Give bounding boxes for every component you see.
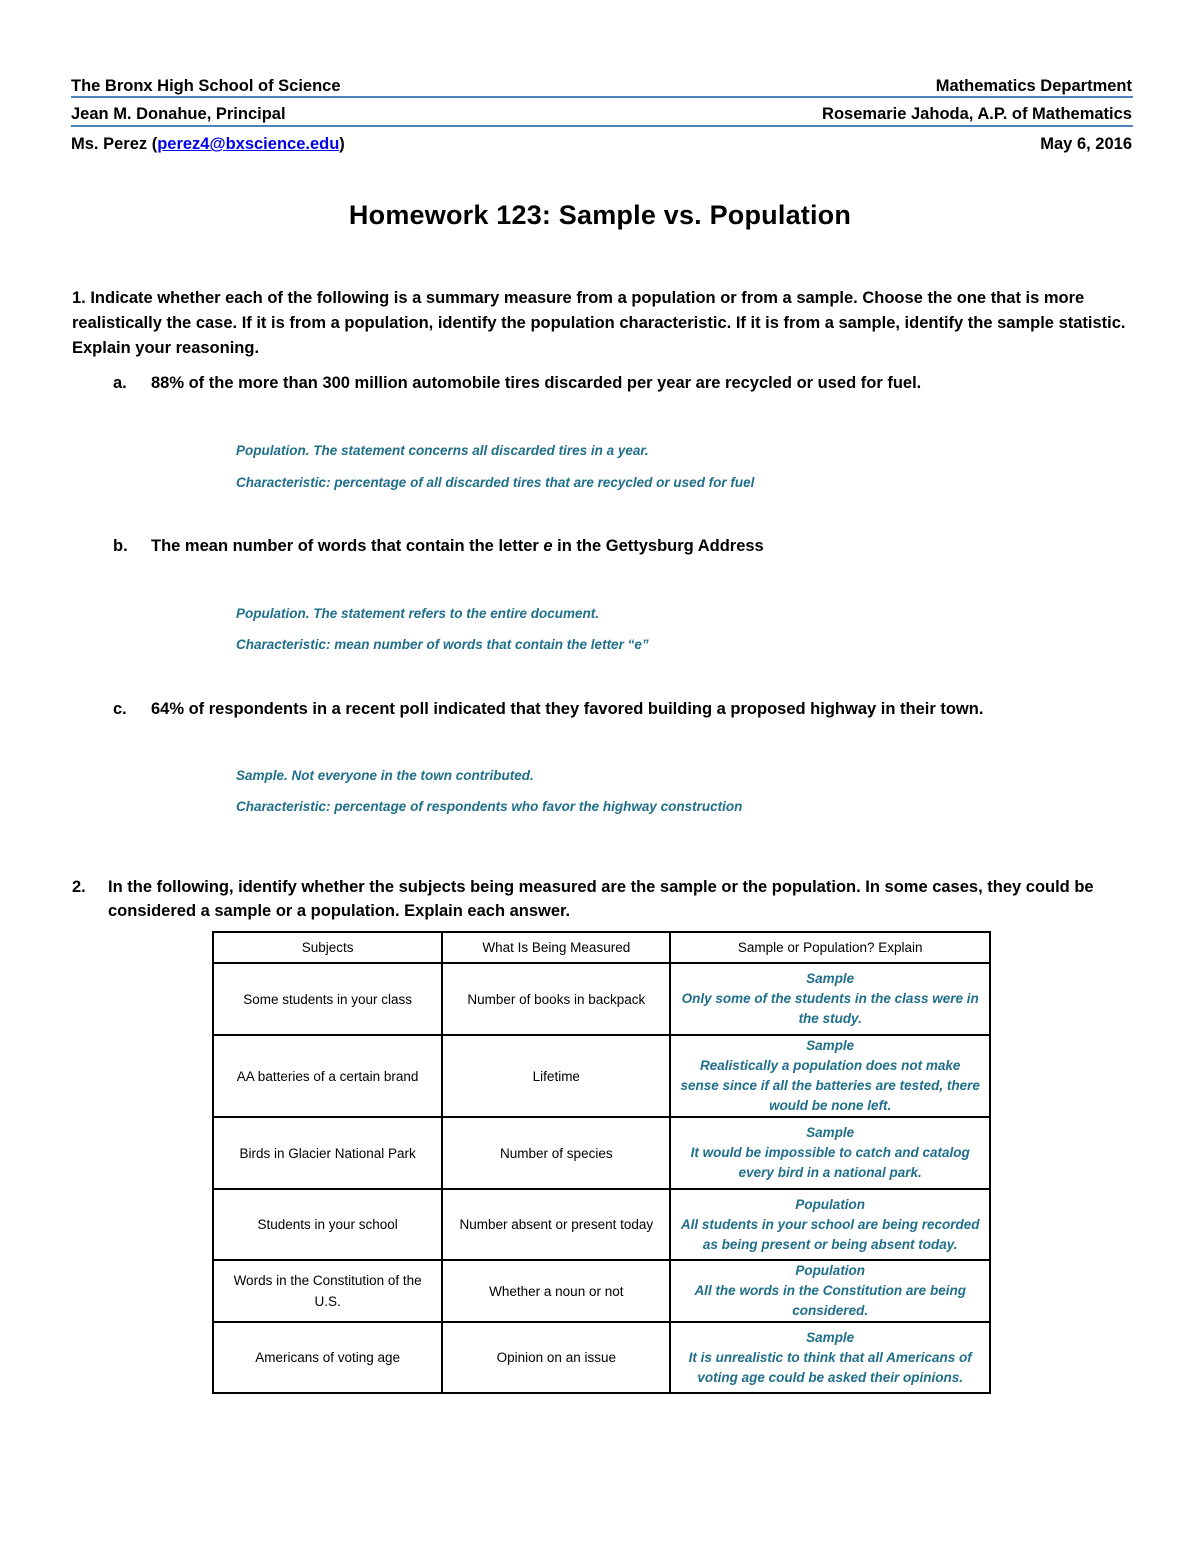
question-2-text: In the following, identify whether the subjects being measured are the sample or the population. In some cases, they could be considered a sample or a population. Explain each answer.: [108, 878, 1094, 920]
question-2-number: 2.: [72, 878, 86, 896]
column-header-subjects: Subjects: [213, 932, 442, 963]
item-text-italic: e: [543, 537, 553, 555]
cell-answer: [670, 1322, 990, 1393]
column-header-answer: Sample or Population? Explain: [670, 932, 990, 963]
table-row: [213, 1035, 990, 1117]
table-row: [213, 1322, 990, 1393]
answer-1c-line1: Sample. Not everyone in the town contributed.: [236, 768, 534, 783]
table-row: [213, 1117, 990, 1189]
item-text-before: The mean number of words that contain the letter: [151, 537, 544, 555]
cell-subject: Americans of voting age: [213, 1322, 442, 1393]
teacher-info: [71, 135, 345, 154]
page-title: Homework 123: Sample vs. Population: [348, 200, 852, 230]
cell-measured: Number of species: [442, 1117, 670, 1189]
department-name: Mathematics Department: [935, 77, 1132, 95]
item-text: 64% of respondents in a recent poll indicated that they favored building a proposed highway in their town.: [151, 700, 984, 718]
table-header-row: [213, 932, 990, 963]
teacher-suffix: ): [339, 135, 345, 153]
document-date: May 6, 2016: [1040, 135, 1132, 153]
school-name: The Bronx High School of Science: [71, 77, 341, 95]
sample-population-table: [212, 931, 991, 1394]
answer-label: Sample: [806, 1038, 855, 1053]
answer-explanation: All the words in the Constitution are being considered.: [694, 1283, 966, 1318]
header-divider: [71, 125, 1133, 127]
principal-name: Jean M. Donahue, Principal: [71, 105, 286, 123]
item-text: 88% of the more than 300 million automobile tires discarded per year are recycled or used for fuel.: [151, 374, 922, 392]
cell-measured: Whether a noun or not: [442, 1260, 670, 1322]
cell-subject: AA batteries of a certain brand: [213, 1035, 442, 1117]
answer-label: Population: [795, 1196, 866, 1212]
answer-label: Sample: [806, 971, 855, 986]
table-row: [213, 1189, 990, 1260]
question-1c: [113, 700, 983, 719]
assistant-principal-name: Rosemarie Jahoda, A.P. of Mathematics: [822, 105, 1132, 123]
cell-subject: Students in your school: [213, 1189, 442, 1260]
cell-measured: Opinion on an issue: [442, 1322, 670, 1393]
question-1-prompt: 1. Indicate whether each of the following is a summary measure from a population or from a sample. Choose the one that is more realistically the case. If it is from a population, identify the population characteristic. If it is from a sample, identify the sample statistic. Explain your reasoning.: [72, 289, 1126, 357]
answer-explanation: Realistically a population does not make sense since if all the batteries are tested, there would be none left.: [680, 1058, 980, 1113]
item-letter: c.: [113, 700, 127, 718]
table-row: [213, 1260, 990, 1322]
teacher-prefix: Ms. Perez (: [71, 135, 158, 153]
answer-explanation: It would be impossible to catch and catalog every bird in a national park.: [690, 1145, 970, 1180]
cell-answer: [670, 1189, 990, 1260]
answer-explanation: Only some of the students in the class were in the study.: [681, 991, 979, 1026]
cell-subject: Some students in your class: [213, 963, 442, 1035]
table-row: [213, 963, 990, 1035]
cell-answer: [670, 1117, 990, 1189]
cell-measured: Number of books in backpack: [442, 963, 670, 1035]
header-row-admin: [71, 100, 1132, 124]
answer-1b-line2: Characteristic: mean number of words that contain the letter “e”: [236, 637, 649, 652]
cell-subject: Words in the Constitution of the U.S.: [213, 1260, 442, 1322]
cell-measured: Number absent or present today: [442, 1189, 670, 1260]
answer-explanation: It is unrealistic to think that all Americans of voting age could be asked their opinions.: [688, 1349, 972, 1385]
answer-explanation: All students in your school are being recorded as being present or being absent today.: [680, 1216, 980, 1252]
answer-1b-line1: Population. The statement refers to the entire document.: [236, 606, 600, 621]
header-row-school: [71, 72, 1132, 96]
item-letter: a.: [113, 374, 127, 392]
answer-label: Population: [795, 1263, 866, 1278]
cell-answer: [670, 963, 990, 1035]
cell-answer: [670, 1035, 990, 1117]
item-text-after: in the Gettysburg Address: [552, 537, 764, 555]
cell-measured: Lifetime: [442, 1035, 670, 1117]
answer-label: Sample: [806, 1125, 855, 1140]
header-row-teacher: [71, 130, 1132, 154]
cell-answer: [670, 1260, 990, 1322]
question-1b: [113, 537, 764, 556]
answer-1c-line2: Characteristic: percentage of respondents who favor the highway construction: [236, 799, 743, 814]
header-divider: [71, 96, 1133, 98]
item-letter: b.: [113, 537, 128, 555]
answer-1a-line2: Characteristic: percentage of all discarded tires that are recycled or used for fuel: [236, 475, 755, 490]
answer-1a-line1: Population. The statement concerns all discarded tires in a year.: [236, 443, 649, 458]
teacher-email-link[interactable]: perez4@bxscience.edu: [157, 135, 340, 153]
answer-label: Sample: [806, 1329, 855, 1345]
question-1a: [113, 374, 921, 393]
column-header-measured: What Is Being Measured: [442, 932, 670, 963]
cell-subject: Birds in Glacier National Park: [213, 1117, 442, 1189]
